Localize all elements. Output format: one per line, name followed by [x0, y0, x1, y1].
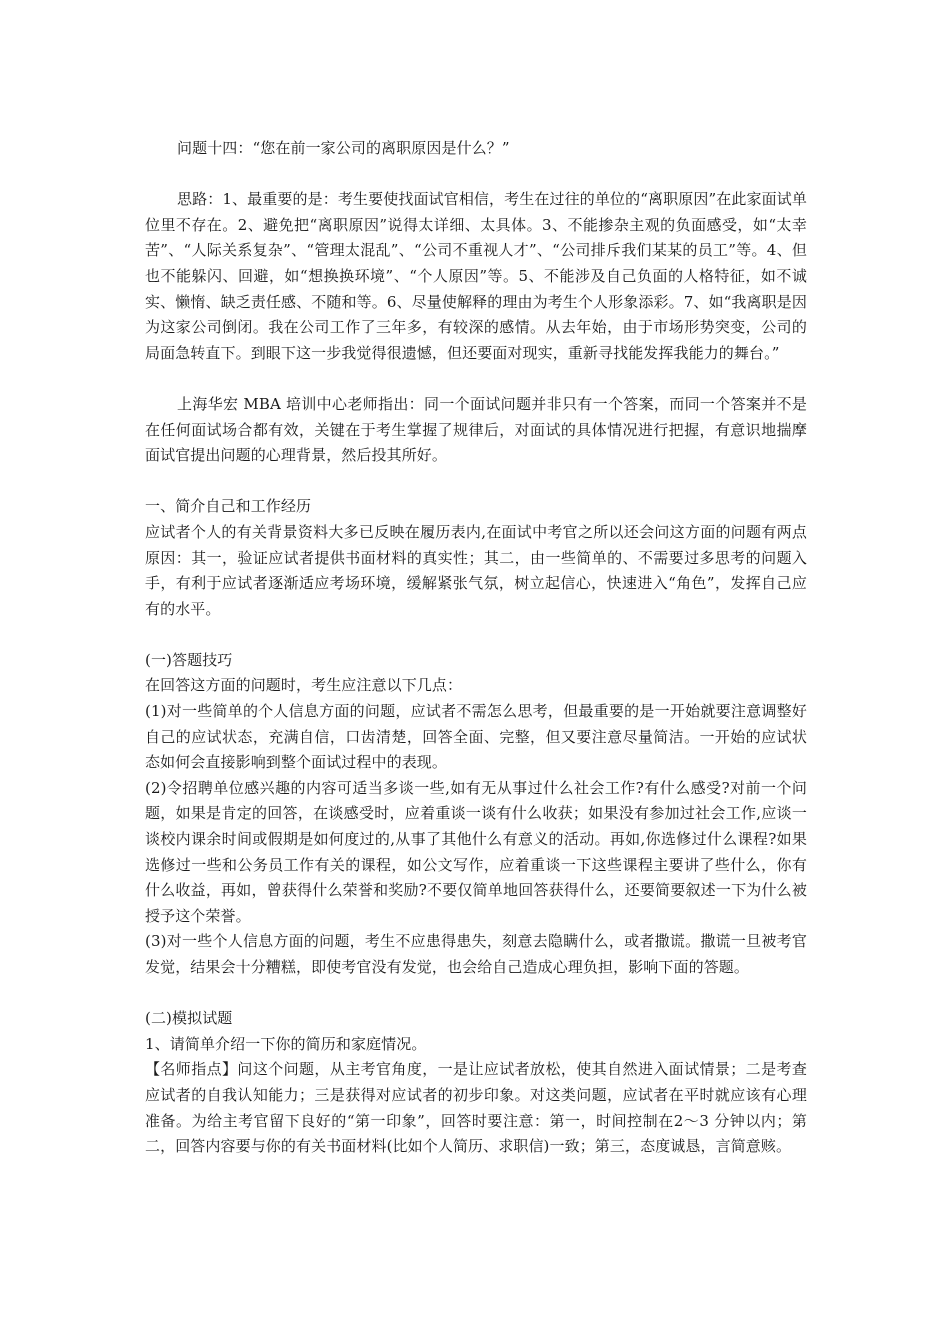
tip-item-2: (2)令招聘单位感兴趣的内容可适当多谈一些,如有无从事过什么社会工作?有什么感受?对前一个问题，如果是肯定的回答，在谈感受时，应着重谈一谈有什么收获；如果没有参加过社会工作,应谈一谈校内课余时间或假期是如何度过的,从事了其他什么有意义的活动。再如,你选修过什么课程?如果选修过一些和公务员工作有关的课程，如公文写作，应着重谈一下这些课程主要讲了些什么，你有什么收益，再如，曾获得什么荣誉和奖励?不要仅简单地回答获得什么，还要简要叙述一下为什么被授予这个荣誉。 — [145, 778, 807, 925]
mock-answer-1: 【名师指点】问这个问题，从主考官角度，一是让应试者放松，使其自然进入面试情景；二是考查应试者的自我认知能力；三是获得对应试者的初步印象。对这类问题，应试者在平时就应该有心理准备。为给主考官留下良好的“第一印象”，回答时要注意：第一，时间控制在2～3 分钟以内；第二，回答内容要与你的有关书面材料(比如个人简历、求职信)一致；第三，态度诚恳，言简意赅。 — [145, 1060, 807, 1156]
tips-lead: 在回答这方面的问题时，考生应注意以下几点： — [145, 676, 463, 695]
tip-item-3: (3)对一些个人信息方面的问题，考生不应患得患失，刻意去隐瞒什么，或者撒谎。撒谎一旦被考官发觉，结果会十分糟糕，即使考官没有发觉，也会给自己造成心理负担，影响下面的答题。 — [145, 932, 807, 976]
section-1-intro: 应试者个人的有关背景资料大多已反映在履历表内,在面试中考官之所以还会问这方面的问题有两点原因：其一，验证应试者提供书面材料的真实性；其二，由一些简单的、不需要过多思考的问题入手，有利于应试者逐渐适应考场环境，缓解紧张气氛，树立起信心，快速进入“角色”，发挥自己应有的水平。 — [145, 522, 807, 618]
mock-heading: (二)模拟试题 — [145, 1009, 233, 1028]
question-14-title: 问题十四：“您在前一家公司的离职原因是什么？” — [177, 139, 510, 157]
tip-item-1: (1)对一些简单的个人信息方面的问题，应试者不需怎么思考，但最重要的是一开始就要注意调整好自己的应试状态，充满自信，口齿清楚，回答全面、完整，但又要注意尽量简洁。一开始的应试状态如何会直接影响到整个面试过程中的表现。 — [145, 702, 807, 772]
teacher-note: 上海华宏 MBA 培训中心老师指出：同一个面试问题并非只有一个答案，而同一个答案并不是在任何面试场合都有效，关键在于考生掌握了规律后，对面试的具体情况进行把握，有意识地揣摩面试官提出问题的心理背景，然后投其所好。 — [145, 394, 807, 465]
mock-question-1: 1、请简单介绍一下你的简历和家庭情况。 — [145, 1034, 427, 1053]
spacer — [145, 469, 807, 495]
spacer — [145, 981, 807, 1007]
spacer — [145, 366, 807, 392]
tips-heading: (一)答题技巧 — [145, 650, 233, 669]
document-body — [145, 136, 807, 1160]
section-1-heading: 一、简介自己和工作经历 — [145, 497, 312, 516]
spacer — [145, 162, 807, 188]
spacer — [145, 622, 807, 648]
question-14-thinking: 思路：1、最重要的是：考生要使找面试官相信，考生在过往的单位的“离职原因”在此家面试单位里不存在。2、避免把“离职原因”说得太详细、太具体。3、不能掺杂主观的负面感受，如“太幸苦”、“人际关系复杂”、“管理太混乱”、“公司不重视人才”、“公司排斥我们某某的员工”等。4、但也不能躲闪、回避，如“想换换环境”、“个人原因”等。5、不能涉及自己负面的人格特征，如不诚实、懒惰、缺乏责任感、不随和等。6、尽量使解释的理由为考生个人形象添彩。7、如“我离职是因为这家公司倒闭。我在公司工作了三年多，有较深的感情。从去年始，由于市场形势突变，公司的局面急转直下。到眼下这一步我觉得很遗憾，但还要面对现实，重新寻找能发挥我能力的舞台。” — [145, 190, 807, 362]
